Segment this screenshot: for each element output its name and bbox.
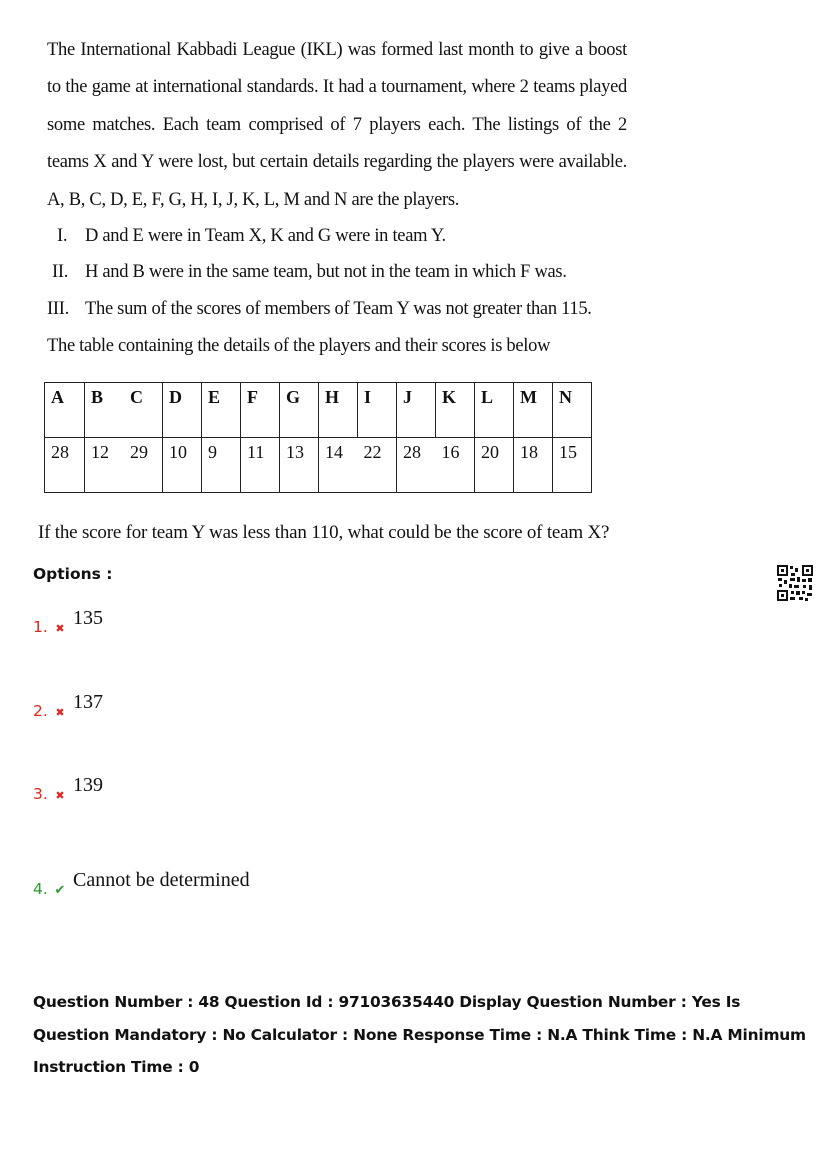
- condition-text: The sum of the scores of members of Team Y was not greater than 115.: [85, 299, 592, 319]
- option-3[interactable]: [33, 774, 103, 805]
- player-cell: K: [436, 383, 475, 438]
- player-cell: A: [45, 383, 85, 438]
- player-cell: L: [475, 383, 514, 438]
- score-cell: 15: [553, 438, 592, 493]
- condition-number: II.: [52, 262, 69, 282]
- player-cell: E: [202, 383, 241, 438]
- condition-number: III.: [47, 299, 69, 319]
- option-2[interactable]: [33, 691, 103, 722]
- option-text: Cannot be determined: [73, 869, 250, 891]
- player-cell: I: [358, 383, 397, 438]
- player-row: [45, 383, 592, 438]
- condition-2: [47, 262, 567, 283]
- score-cell: 14: [319, 438, 358, 493]
- options-label: Options :: [33, 565, 113, 583]
- score-cell: 28: [45, 438, 85, 493]
- player-cell: C: [124, 383, 163, 438]
- question-passage: [47, 32, 627, 219]
- player-cell: N: [553, 383, 592, 438]
- condition-text: D and E were in Team X, K and G were in team Y.: [85, 226, 446, 246]
- score-row: [45, 438, 592, 493]
- condition-3: [47, 299, 592, 320]
- player-cell: D: [163, 383, 202, 438]
- score-cell: 13: [280, 438, 319, 493]
- check-mark-icon: ✔: [54, 882, 66, 897]
- score-cell: 28: [397, 438, 436, 493]
- option-text: 135: [73, 607, 103, 629]
- score-cell: 9: [202, 438, 241, 493]
- player-cell: H: [319, 383, 358, 438]
- option-number: 2.: [33, 702, 48, 720]
- player-cell: B: [85, 383, 125, 438]
- player-cell: F: [241, 383, 280, 438]
- wrong-mark-icon: ✖: [55, 623, 65, 635]
- table-intro: The table containing the details of the players and their scores is below: [47, 336, 551, 356]
- score-cell: 22: [358, 438, 397, 493]
- player-cell: M: [514, 383, 553, 438]
- wrong-mark-icon: ✖: [55, 707, 65, 719]
- question-text: If the score for team Y was less than 110, what could be the score of team X?: [38, 522, 610, 543]
- score-cell: 20: [475, 438, 514, 493]
- condition-1: [47, 226, 446, 247]
- condition-text: H and B were in the same team, but not in the team in which F was.: [85, 262, 567, 282]
- condition-number: I.: [57, 226, 68, 246]
- score-cell: 16: [436, 438, 475, 493]
- score-cell: 29: [124, 438, 163, 493]
- score-cell: 10: [163, 438, 202, 493]
- option-number: 1.: [33, 618, 48, 636]
- option-number: 3.: [33, 785, 48, 803]
- player-cell: G: [280, 383, 319, 438]
- option-4[interactable]: [33, 869, 250, 900]
- qr-code-icon: [776, 564, 814, 602]
- wrong-mark-icon: ✖: [55, 790, 65, 802]
- option-number: 4.: [33, 880, 48, 898]
- player-cell: J: [397, 383, 436, 438]
- option-text: 139: [73, 774, 103, 796]
- score-cell: 18: [514, 438, 553, 493]
- score-cell: 12: [85, 438, 125, 493]
- option-1[interactable]: [33, 607, 103, 638]
- question-metadata: Question Number : 48 Question Id : 97103635440 Display Question Number : Yes Is Question Mandatory : No Calculator : None Response Time : N.A Think Time : N.A Minimum Instruction Time : 0: [33, 993, 806, 1076]
- score-cell: 11: [241, 438, 280, 493]
- passage-paragraph: The International Kabbadi League (IKL) was formed last month to give a boost to the game at international standards. It had a tournament, where 2 teams played some matches. Each team comprised of 7 players each. The listings of the 2 teams X and Y were lost, but certain details regarding the players were available. A, B, C, D, E, F, G, H, I, J, K, L, M and N are the players.: [47, 40, 627, 210]
- option-text: 137: [73, 691, 103, 713]
- player-score-table: [44, 382, 592, 493]
